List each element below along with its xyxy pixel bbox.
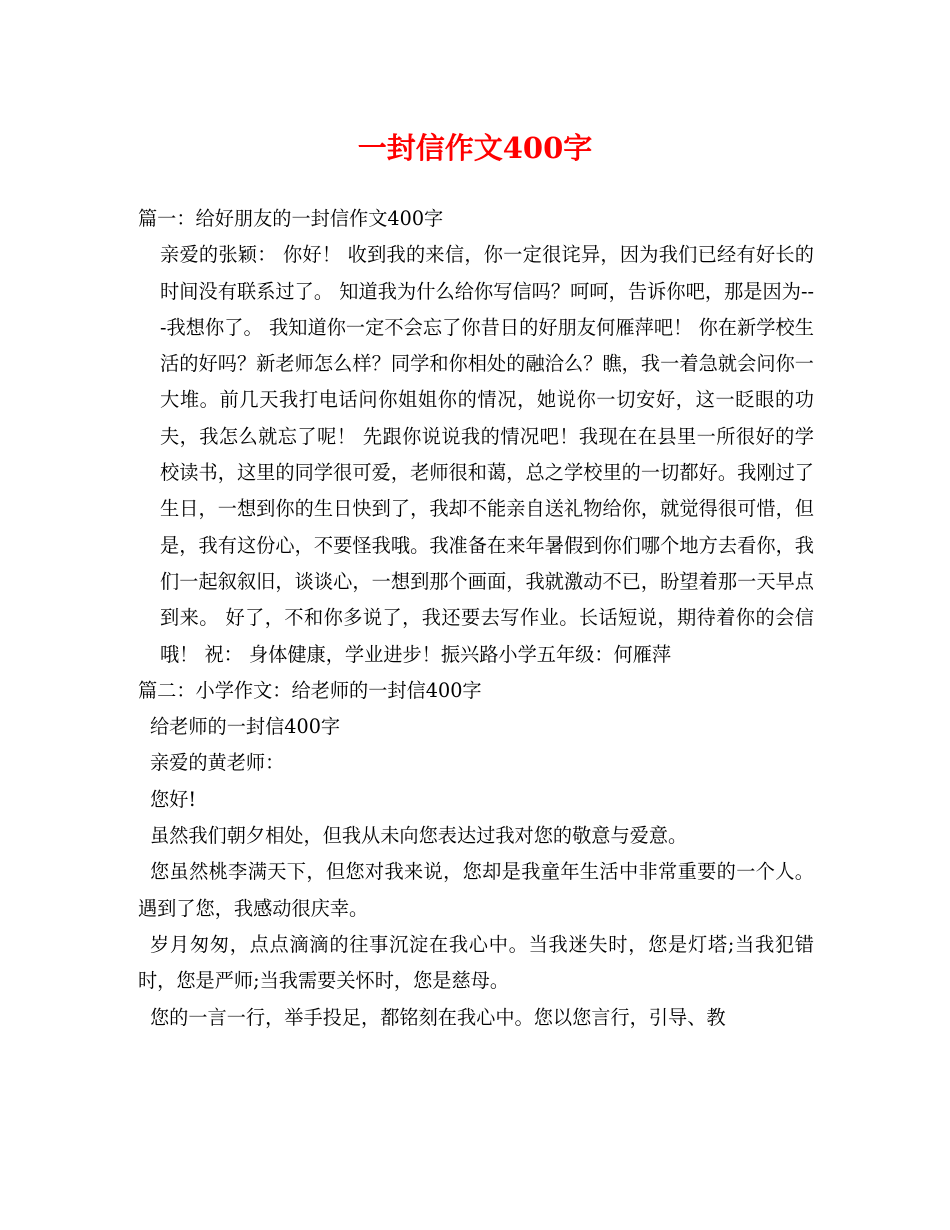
article2-subtitle: 给老师的一封信400字 <box>150 715 341 739</box>
document-title: 一封信作文400字 <box>357 131 593 165</box>
article2-paragraph-2: 您虽然桃李满天下，但您对我来说，您却是我童年生活中非常重要的一个人。遇到了您，我感动很庆幸。 <box>138 860 814 920</box>
article2-paragraph-4: 您的一言一行，举手投足，都铭刻在我心中。您以您言行，引导、教 <box>150 1005 726 1029</box>
article1-heading: 篇一：给好朋友的一封信作文400字 <box>138 207 444 230</box>
document-body <box>138 201 814 1036</box>
article2-hello: 您好! <box>150 787 197 811</box>
article2-paragraph-1: 虽然我们朝夕相处，但我从未向您表达过我对您的敬意与爱意。 <box>150 824 688 848</box>
article2-paragraph-3: 岁月匆匆，点点滴滴的往事沉淀在我心中。当我迷失时，您是灯塔;当我犯错时，您是严师;当我需要关怀时，您是慈母。 <box>138 932 814 993</box>
article1-body: 亲爱的张颖： 你好！ 收到我的来信，你一定很诧异，因为我们已经有好长的时间没有联系过了。 知道我为什么给你写信吗？呵呵，告诉你吧，那是因为---我想你了。 我知道你一定不会忘了你昔日的好朋友何雁萍吧！ 你在新学校生活的好吗？新老师怎么样？同学和你相处的融洽么？瞧，我一着急就会问你一大堆。前几天我打电话问你姐姐你的情况，她说你一切安好，这一眨眼的功夫，我怎么就忘了呢！ 先跟你说说我的情况吧！我现在在县里一所很好的学校读书，这里的同学很可爱，老师很和蔼，总之学校里的一切都好。我刚过了生日，一想到你的生日快到了，我却不能亲自送礼物给你，就觉得很可惜，但是，我有这份心，不要怪我哦。我准备在来年暑假到你们哪个地方去看你，我们一起叙叙旧，谈谈心，一想到那个画面，我就激动不已，盼望着那一天早点到来。 好了，不和你多说了，我还要去写作业。长话短说，期待着你的会信哦！ 祝： 身体健康，学业进步！振兴路小学五年级：何雁萍 <box>160 243 814 666</box>
article2-heading: 篇二：小学作文：给老师的一封信400字 <box>138 678 482 702</box>
article2-greeting: 亲爱的黄老师： <box>150 751 285 775</box>
